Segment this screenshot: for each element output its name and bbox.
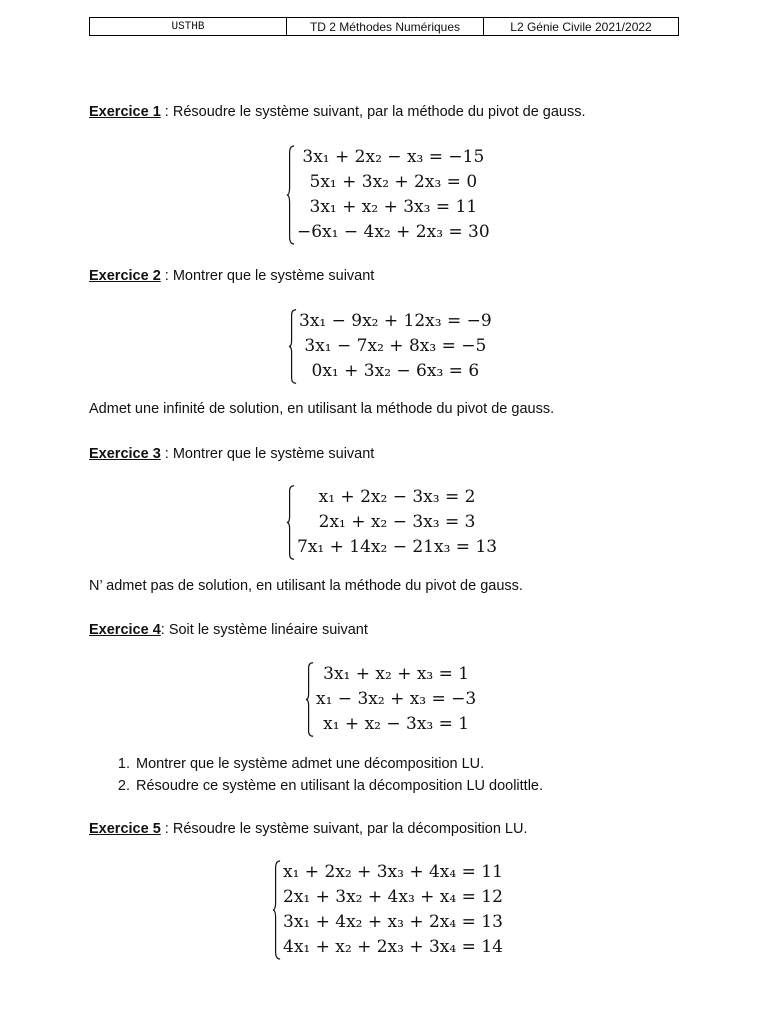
left-brace-icon (288, 309, 297, 384)
equation: x₁ + 2x₂ + 3x₃ + 4x₄ = 11 (283, 862, 503, 882)
list-item: 1. Montrer que le système admet une décomposition LU. (134, 753, 543, 775)
equation: x₁ + x₂ − 3x₃ = 1 (323, 714, 470, 734)
list-item: 2. Résoudre ce système en utilisant la décomposition LU doolittle. (134, 775, 543, 797)
equation: 7x₁ + 14x₂ − 21x₃ = 13 (297, 537, 498, 557)
equation: 3x₁ + x₂ + 3x₃ = 11 (309, 197, 478, 217)
equation: 5x₁ + 3x₂ + 2x₃ = 0 (309, 172, 478, 192)
exercise-1-statement (89, 104, 586, 120)
exercise-4-title: Exercice 4 (89, 622, 161, 638)
equation: 3x₁ − 7x₂ + 8x₃ = −5 (304, 336, 487, 356)
exercise-3-conclusion: N’ admet pas de solution, en utilisant la méthode du pivot de gauss. (89, 578, 523, 594)
exercise-5-system (272, 860, 503, 960)
exercise-3-text: : Montrer que le système suivant (160, 446, 375, 462)
exercise-4-statement (89, 622, 368, 638)
exercise-4-text: : Soit le système linéaire suivant (160, 622, 368, 638)
equation: 3x₁ + x₂ + x₃ = 1 (323, 664, 470, 684)
exercise-5-text: : Résoudre le système suivant, par la décomposition LU. (160, 821, 528, 837)
equation: x₁ + 2x₂ − 3x₃ = 2 (318, 487, 476, 507)
left-brace-icon (286, 145, 295, 245)
header-course: TD 2 Méthodes Numériques (287, 18, 484, 35)
exercise-2-conclusion: Admet une infinité de solution, en utilisant la méthode du pivot de gauss. (89, 401, 555, 417)
exercise-2-text: : Montrer que le système suivant (160, 268, 375, 284)
exercise-3-statement (89, 446, 374, 462)
equation: 0x₁ + 3x₂ − 6x₃ = 6 (311, 361, 480, 381)
header-class: L2 Génie Civile 2021/2022 (510, 19, 652, 34)
left-brace-icon (305, 662, 314, 737)
exercise-4-questions (112, 753, 543, 797)
exercise-1-system (286, 145, 490, 245)
equation: 4x₁ + x₂ + 2x₃ + 3x₄ = 14 (283, 937, 503, 957)
exercise-2-title: Exercice 2 (89, 268, 161, 284)
equation: 3x₁ + 2x₂ − x₃ = −15 (302, 147, 485, 167)
exercise-2-statement (89, 268, 374, 284)
header-institution: USTHB (90, 18, 287, 35)
equation: 3x₁ + 4x₂ + x₃ + 2x₄ = 13 (283, 912, 503, 932)
exercise-1-title: Exercice 1 (89, 104, 161, 120)
exercise-4-system (305, 662, 476, 737)
exercise-5-statement (89, 821, 527, 837)
left-brace-icon (286, 485, 295, 560)
exercise-1-text: : Résoudre le système suivant, par la méthode du pivot de gauss. (160, 104, 586, 120)
equation: x₁ − 3x₂ + x₃ = −3 (316, 689, 477, 709)
equation: 2x₁ + x₂ − 3x₃ = 3 (318, 512, 476, 532)
header-table (89, 17, 679, 36)
exercise-3-title: Exercice 3 (89, 446, 161, 462)
exercise-3-system (286, 485, 497, 560)
equation: −6x₁ − 4x₂ + 2x₃ = 30 (297, 222, 490, 242)
equation: 3x₁ − 9x₂ + 12x₃ = −9 (299, 311, 492, 331)
exercise-5-title: Exercice 5 (89, 821, 161, 837)
equation: 2x₁ + 3x₂ + 4x₃ + x₄ = 12 (283, 887, 503, 907)
exercise-2-system (288, 309, 492, 384)
left-brace-icon (272, 860, 281, 960)
